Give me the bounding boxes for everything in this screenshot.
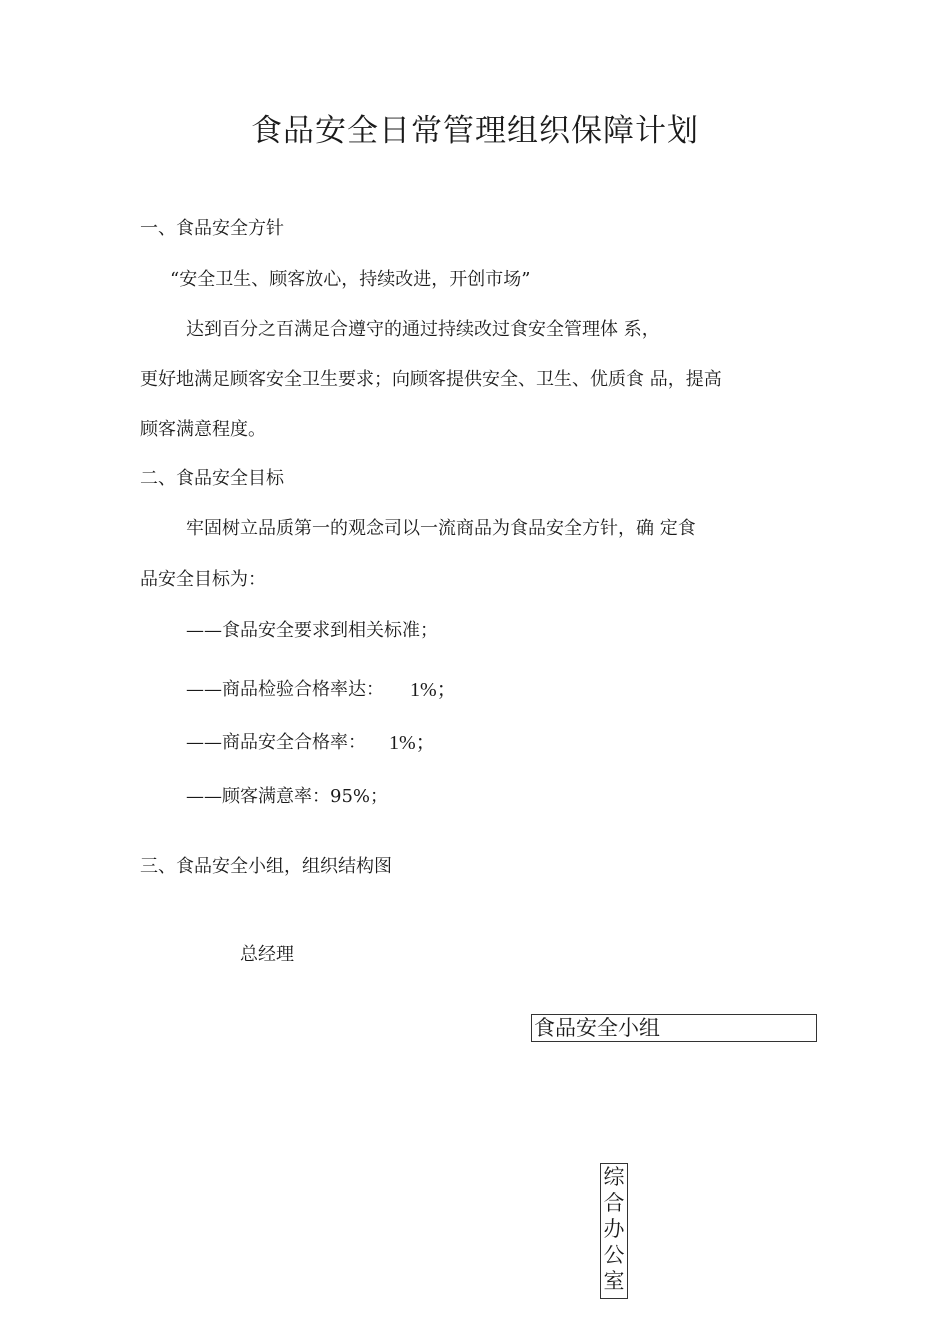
- document-title: 食品安全日常管理组织保障计划: [251, 113, 699, 149]
- goal-item-satisfaction: ——顾客满意率：95%；: [186, 786, 389, 807]
- goals-paragraph-line-1: 牢固树立品质第一的观念司以一流商品为食品安全方针，确 定食: [186, 518, 696, 539]
- policy-slogan: “安全卫生、顾客放心，持续改进，开创市场”: [170, 269, 531, 290]
- goal-item-safety-value: 1%；: [389, 732, 436, 754]
- section-heading-policy: 一、食品安全方针: [140, 218, 284, 239]
- org-node-general-office: 综合办公室: [600, 1163, 628, 1299]
- goal-item-standards: ——食品安全要求到相关标准；: [186, 620, 438, 641]
- section-heading-goals: 二、食品安全目标: [140, 468, 284, 489]
- goal-item-inspection-label: ——商品检验合格率达：: [186, 679, 384, 700]
- goal-item-safety-label: ——商品安全合格率：: [186, 732, 366, 753]
- policy-paragraph-line-3: 顾客满意程度。: [140, 419, 266, 440]
- goals-paragraph-line-2: 品安全目标为：: [140, 569, 266, 590]
- policy-paragraph-line-2: 更好地满足顾客安全卫生要求；向顾客提供安全、卫生、优质食 品，提高: [140, 369, 722, 390]
- org-node-food-safety-group: 食品安全小组: [531, 1014, 817, 1042]
- goal-item-inspection-value: 1%；: [410, 679, 457, 701]
- org-node-general-manager: 总经理: [240, 944, 294, 965]
- policy-paragraph-line-1: 达到百分之百满足合遵守的通过持续改过食安全管理体 系，: [186, 319, 660, 340]
- section-heading-org: 三、食品安全小组，组织结构图: [140, 856, 392, 877]
